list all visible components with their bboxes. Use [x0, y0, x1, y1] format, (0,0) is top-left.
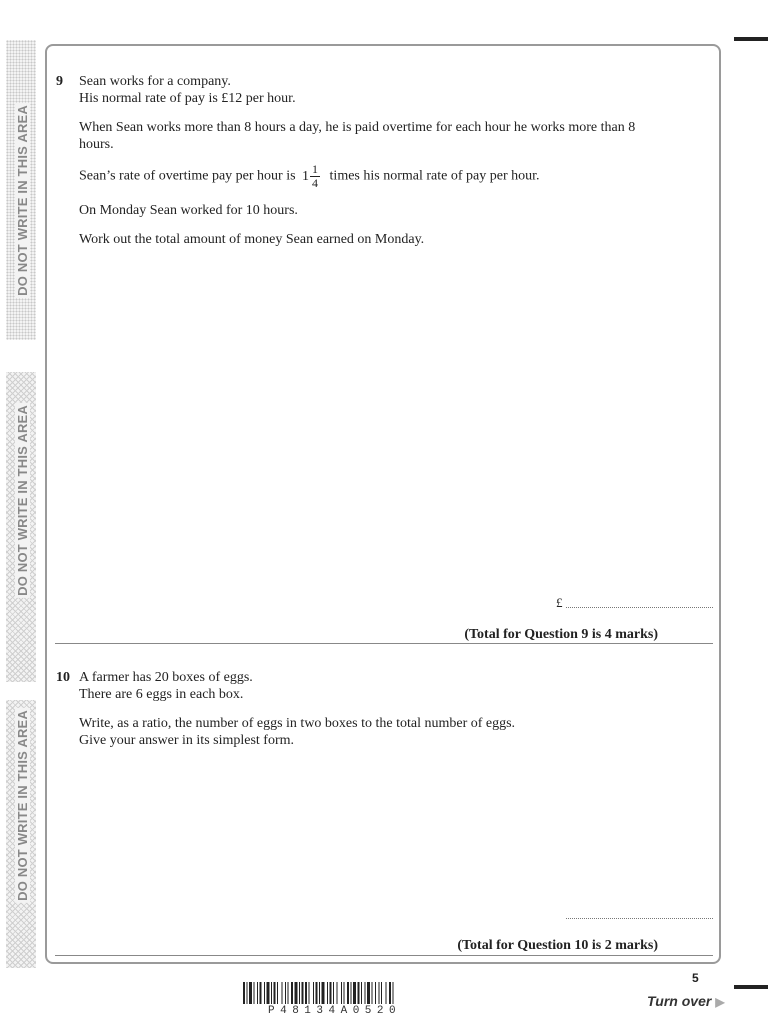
barcode-text: P48134A0520 [268, 1005, 402, 1017]
barcode-bar [302, 982, 304, 1004]
question-text: times his normal rate of pay per hour. [329, 168, 540, 184]
barcode-bar [381, 982, 382, 1004]
barcode-bar [316, 982, 318, 1004]
question-number: 10 [56, 670, 70, 685]
divider-q9 [55, 643, 713, 644]
barcode-bar [274, 982, 276, 1004]
question-text: His normal rate of pay is £12 per hour. [79, 91, 296, 106]
barcode-bar [389, 982, 391, 1004]
question-text: On Monday Sean worked for 10 hours. [79, 203, 298, 218]
fraction-denominator: 4 [312, 176, 319, 190]
currency-symbol: £ [556, 595, 563, 610]
answer-line-q10[interactable] [566, 918, 713, 919]
divider-q10 [55, 955, 713, 956]
barcode-bar [327, 982, 328, 1004]
play-arrow-icon: ▶ [715, 995, 725, 1009]
question-9 [56, 73, 656, 260]
barcode-bar [351, 982, 352, 1004]
question-text: Give your answer in its simplest form. [79, 733, 295, 748]
question-10 [56, 669, 656, 761]
barcode-bar [249, 982, 252, 1004]
barcode-bar [347, 982, 349, 1004]
barcode-bar [341, 982, 342, 1004]
barcode-bar [309, 982, 310, 1004]
question-text: Work out the total amount of money Sean earned on Monday. [79, 232, 425, 247]
barcode-bar [344, 982, 345, 1004]
edge-tab-top [734, 37, 768, 41]
margin-warning-top: DO NOT WRITE IN THIS AREA [14, 104, 30, 296]
barcode-bar [361, 982, 362, 1004]
margin-warning-bottom: DO NOT WRITE IN THIS AREA [14, 709, 30, 901]
barcode-bar [379, 982, 380, 1004]
barcode-bar [247, 982, 248, 1004]
page-number: 5 [692, 971, 699, 985]
barcode-bar [254, 982, 255, 1004]
barcode-bar [322, 982, 325, 1004]
answer-line-q9[interactable] [566, 607, 713, 608]
total-marks-q10: (Total for Question 10 is 2 marks) [457, 938, 658, 953]
barcode-bar [282, 982, 283, 1004]
barcode [243, 982, 523, 1004]
barcode-bar [337, 982, 338, 1004]
barcode-bar [295, 982, 298, 1004]
barcode-bar [260, 982, 262, 1004]
question-number: 9 [56, 74, 63, 89]
turn-over: Turn over ▶ [647, 993, 725, 1009]
barcode-bar [375, 982, 376, 1004]
barcode-bar [257, 982, 258, 1004]
question-text: There are 6 eggs in each box. [79, 687, 244, 702]
barcode-bar [365, 982, 366, 1004]
question-text: A farmer has 20 boxes of eggs. [79, 670, 253, 685]
question-text: Sean’s rate of overtime pay per hour is [79, 168, 296, 184]
barcode-bar [277, 982, 278, 1004]
barcode-bar [291, 982, 293, 1004]
question-text: When Sean works more than 8 hours a day, he is paid overtime for each hour he works more than 8 hours. [79, 120, 636, 152]
barcode-bar [386, 982, 387, 1004]
barcode-bar [285, 982, 286, 1004]
barcode-bar [319, 982, 320, 1004]
barcode-bar [264, 982, 265, 1004]
barcode-bar [367, 982, 370, 1004]
barcode-bar [333, 982, 334, 1004]
question-text: Sean works for a company. [79, 74, 231, 89]
barcode-bar [305, 982, 307, 1004]
total-marks-q9: (Total for Question 9 is 4 marks) [464, 627, 658, 642]
barcode-bar [393, 982, 394, 1004]
question-text: Write, as a ratio, the number of eggs in two boxes to the total number of eggs. [79, 716, 516, 731]
edge-tab-bottom [734, 985, 768, 989]
barcode-bar [372, 982, 373, 1004]
barcode-bar [243, 982, 245, 1004]
fraction [310, 163, 320, 190]
barcode-bar [271, 982, 272, 1004]
fraction-numerator: 1 [312, 162, 319, 176]
barcode-bar [330, 982, 332, 1004]
barcode-bar [358, 982, 360, 1004]
barcode-bar [299, 982, 300, 1004]
barcode-bar [353, 982, 356, 1004]
barcode-bar [288, 982, 289, 1004]
barcode-bar [267, 982, 270, 1004]
barcode-bar [313, 982, 314, 1004]
mixed-number-whole: 1 [302, 168, 310, 184]
margin-warning-middle: DO NOT WRITE IN THIS AREA [14, 404, 30, 596]
